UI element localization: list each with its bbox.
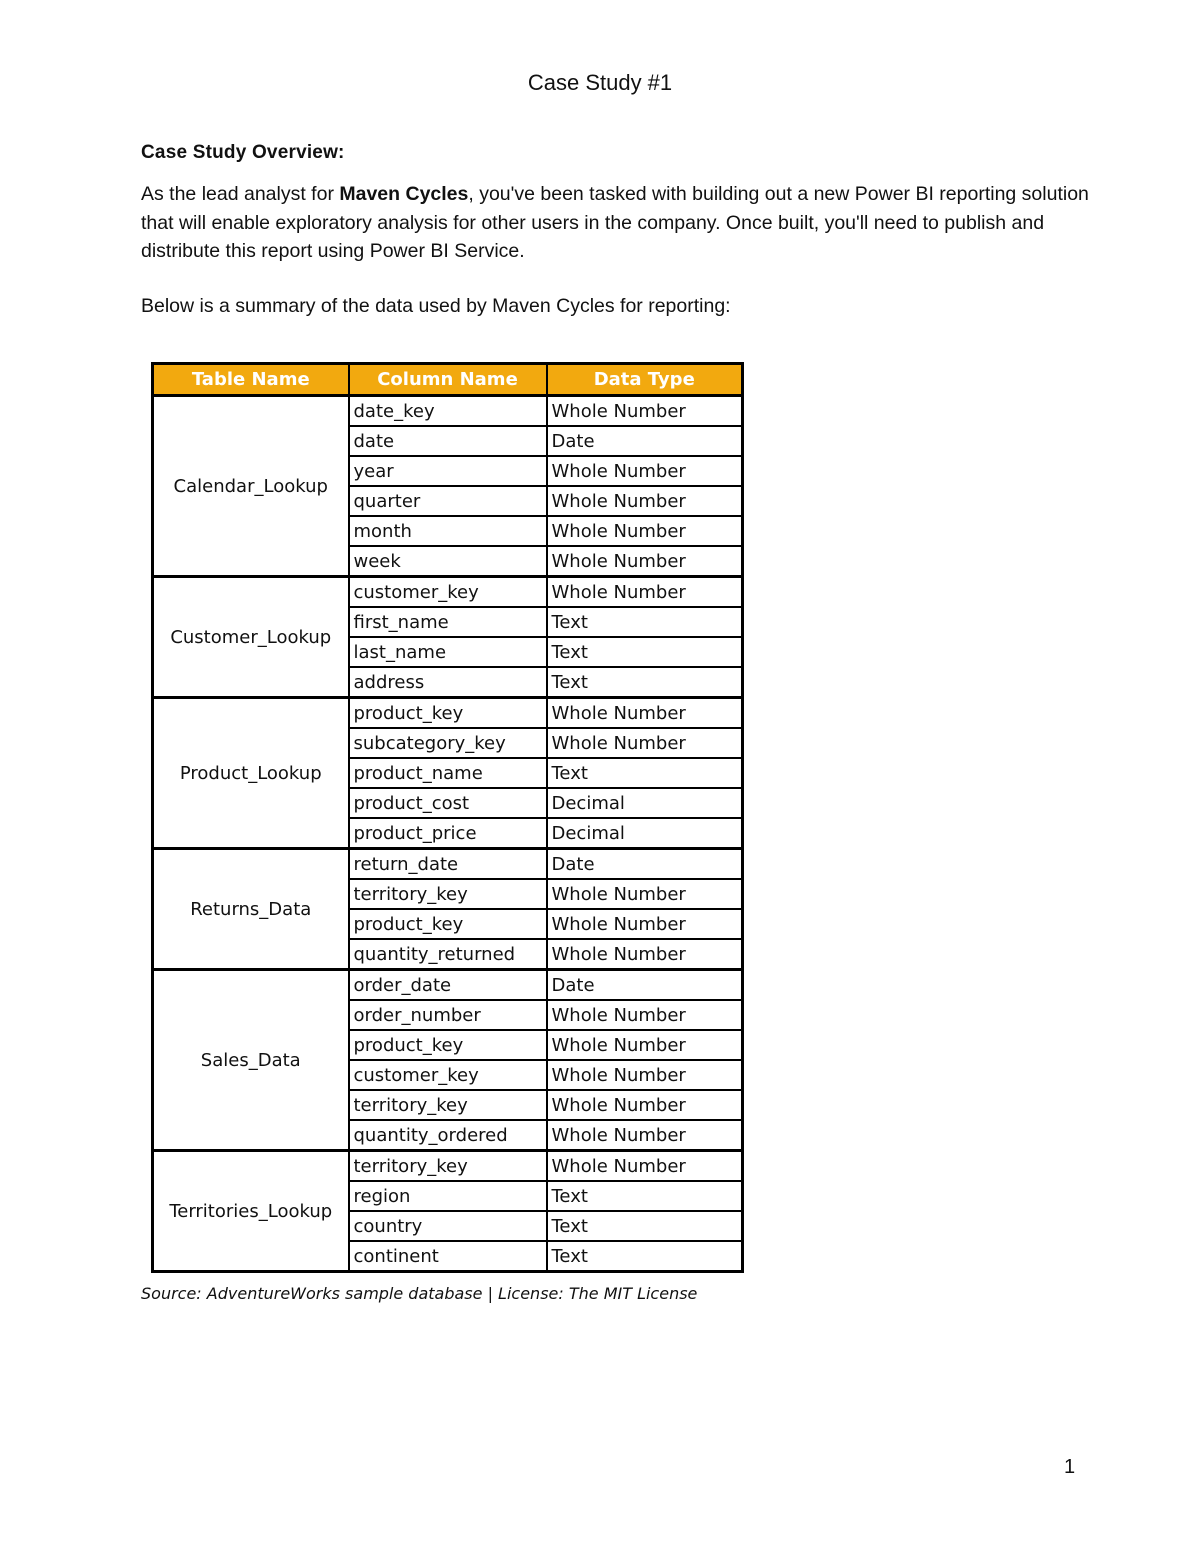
data-type-cell: Text: [547, 758, 743, 788]
data-type-cell: Whole Number: [547, 1030, 743, 1060]
data-type-cell: Whole Number: [547, 1060, 743, 1090]
table-row: [153, 577, 743, 608]
data-type-cell: Whole Number: [547, 909, 743, 939]
table-row: [153, 970, 743, 1001]
data-type-cell: Date: [547, 849, 743, 880]
table-name-cell: Territories_Lookup: [153, 1151, 349, 1272]
column-name-cell: date: [349, 426, 547, 456]
column-name-cell: quantity_ordered: [349, 1120, 547, 1151]
table-name-cell: Calendar_Lookup: [153, 396, 349, 577]
table-header-row: [153, 364, 743, 396]
data-type-cell: Date: [547, 426, 743, 456]
column-name-cell: order_date: [349, 970, 547, 1001]
data-type-cell: Whole Number: [547, 1120, 743, 1151]
source-note: Source: AdventureWorks sample database | License: The MIT License: [141, 1284, 698, 1303]
data-type-cell: Whole Number: [547, 728, 743, 758]
column-name-cell: product_cost: [349, 788, 547, 818]
column-name-cell: product_price: [349, 818, 547, 849]
data-type-cell: Text: [547, 1211, 743, 1241]
data-type-cell: Whole Number: [547, 486, 743, 516]
page-number: 1: [1064, 1456, 1076, 1478]
column-name-cell: date_key: [349, 396, 547, 427]
column-name-cell: continent: [349, 1241, 547, 1272]
column-name-cell: address: [349, 667, 547, 698]
column-name-cell: region: [349, 1181, 547, 1211]
column-name-cell: quantity_returned: [349, 939, 547, 970]
column-name-cell: subcategory_key: [349, 728, 547, 758]
header-data-type: Data Type: [547, 364, 743, 396]
data-type-cell: Text: [547, 1181, 743, 1211]
data-type-cell: Whole Number: [547, 1090, 743, 1120]
data-type-cell: Text: [547, 637, 743, 667]
column-name-cell: product_key: [349, 1030, 547, 1060]
data-summary-table: [151, 362, 744, 1273]
column-name-cell: order_number: [349, 1000, 547, 1030]
column-name-cell: country: [349, 1211, 547, 1241]
table-name-cell: Customer_Lookup: [153, 577, 349, 698]
column-name-cell: product_name: [349, 758, 547, 788]
column-name-cell: product_key: [349, 698, 547, 729]
summary-line: Below is a summary of the data used by Maven Cycles for reporting:: [141, 295, 731, 317]
table-row: [153, 1151, 743, 1182]
column-name-cell: quarter: [349, 486, 547, 516]
column-name-cell: first_name: [349, 607, 547, 637]
table-row: [153, 849, 743, 880]
data-type-cell: Text: [547, 1241, 743, 1272]
table-name-cell: Returns_Data: [153, 849, 349, 970]
data-type-cell: Whole Number: [547, 516, 743, 546]
table-row: [153, 698, 743, 729]
table-name-cell: Sales_Data: [153, 970, 349, 1151]
header-column-name: Column Name: [349, 364, 547, 396]
data-type-cell: Whole Number: [547, 879, 743, 909]
column-name-cell: territory_key: [349, 1151, 547, 1182]
table-body: [153, 396, 743, 1272]
page-header: Case Study #1: [527, 70, 673, 95]
column-name-cell: last_name: [349, 637, 547, 667]
column-name-cell: customer_key: [349, 577, 547, 608]
column-name-cell: month: [349, 516, 547, 546]
column-name-cell: territory_key: [349, 1090, 547, 1120]
overview-paragraph: [141, 180, 1091, 266]
data-type-cell: Whole Number: [547, 546, 743, 577]
overview-text-end: , you've been tasked with building out a new Power BI reporting solution that will enable exploratory analysis for other users in the company. Once built, you'll need to publish and distribute this report using Power BI Service.: [141, 183, 1089, 262]
data-type-cell: Decimal: [547, 788, 743, 818]
header-table-name: Table Name: [153, 364, 349, 396]
column-name-cell: return_date: [349, 849, 547, 880]
data-type-cell: Whole Number: [547, 698, 743, 729]
company-name: Maven Cycles: [339, 183, 469, 205]
data-type-cell: Whole Number: [547, 456, 743, 486]
table-name-cell: Product_Lookup: [153, 698, 349, 849]
column-name-cell: customer_key: [349, 1060, 547, 1090]
table-row: [153, 396, 743, 427]
column-name-cell: year: [349, 456, 547, 486]
data-type-cell: Date: [547, 970, 743, 1001]
column-name-cell: week: [349, 546, 547, 577]
data-type-cell: Text: [547, 607, 743, 637]
data-type-cell: Text: [547, 667, 743, 698]
data-type-cell: Whole Number: [547, 577, 743, 608]
overview-heading: Case Study Overview:: [141, 142, 345, 163]
data-type-cell: Whole Number: [547, 1000, 743, 1030]
column-name-cell: territory_key: [349, 879, 547, 909]
data-type-cell: Whole Number: [547, 396, 743, 427]
data-type-cell: Decimal: [547, 818, 743, 849]
data-type-cell: Whole Number: [547, 1151, 743, 1182]
data-type-cell: Whole Number: [547, 939, 743, 970]
overview-text-start: As the lead analyst for: [141, 183, 340, 205]
column-name-cell: product_key: [349, 909, 547, 939]
